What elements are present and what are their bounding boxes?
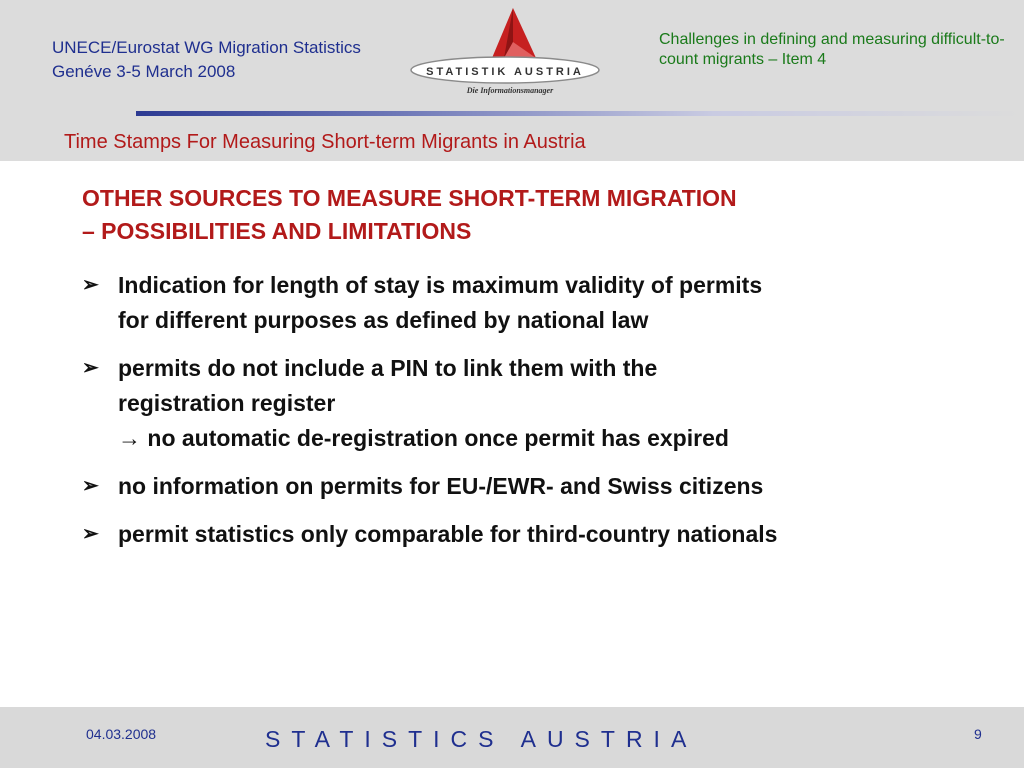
slide-subtitle: Time Stamps For Measuring Short-term Migrants in Austria [64,131,586,153]
challenges-caption: Challenges in defining and measuring difficult-to-count migrants – Item 4 [659,31,1005,68]
conference-title: UNECE/Eurostat WG Migration Statistics [52,38,361,57]
page-number: 9 [974,726,982,742]
section-title [82,182,942,248]
slide-header [0,0,1024,161]
bullet-text: registration register [118,390,336,416]
statistik-austria-logo [408,6,602,100]
slide-footer [0,707,1024,768]
section-title-line-1: OTHER SOURCES TO MEASURE SHORT-TERM MIGRATION [82,185,737,211]
bullet-text: Indication for length of stay is maximum validity of permits [118,272,763,298]
bullet-item [80,517,960,552]
arrowhead-bullet-icon: ➢ [82,523,99,545]
bullet-text: permit statistics only comparable for third-country nationals [118,521,778,547]
footer-date: 04.03.2008 [86,726,157,742]
logo-name: STATISTIK AUSTRIA [426,66,584,78]
footer-brand: STATISTICS AUSTRIA [265,726,698,752]
conference-date: Genéve 3-5 March 2008 [52,62,236,81]
bullet-list [80,268,960,565]
logo-tagline: Die Informationsmanager [466,86,554,95]
right-arrow-icon: → [118,425,141,451]
bullet-text: for different purposes as defined by national law [118,307,649,333]
bullet-text: no information on permits for EU-/EWR- and Swiss citizens [118,473,764,499]
bullet-text: no automatic de-registration once permit has expired [147,425,729,451]
section-title-line-2: – POSSIBILITIES AND LIMITATIONS [82,218,472,244]
header-divider [136,111,1024,116]
arrowhead-bullet-icon: ➢ [82,357,99,379]
bullet-item [80,469,960,504]
bullet-item [80,268,960,338]
bullet-text: permits do not include a PIN to link them with the [118,355,658,381]
bullet-subline [118,421,960,456]
arrowhead-bullet-icon: ➢ [82,274,99,296]
arrowhead-bullet-icon: ➢ [82,475,99,497]
bullet-item [80,351,960,456]
